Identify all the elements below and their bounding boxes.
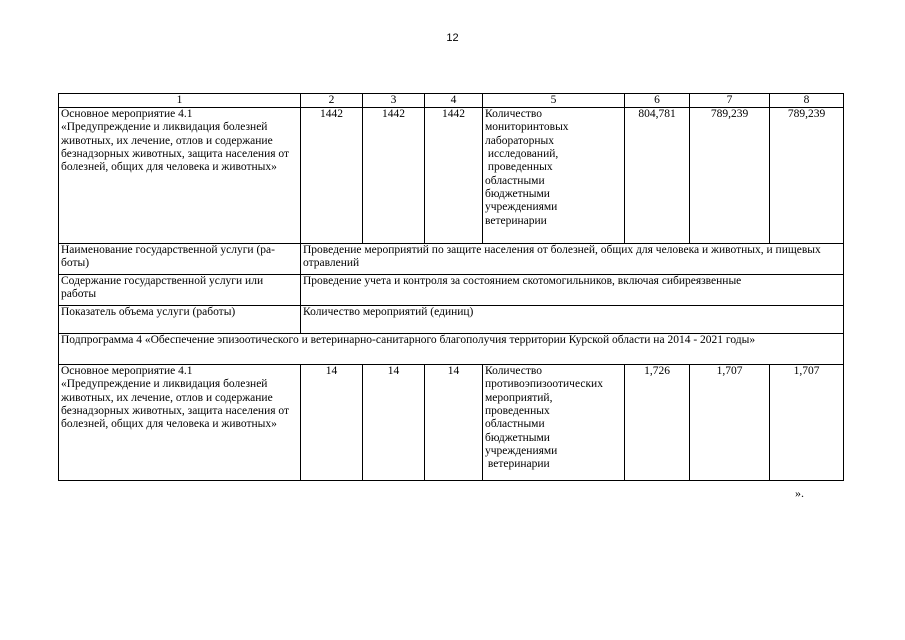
closing-quote-mark: ». [795,486,804,500]
service-name-label: Наименование государственной услуги (ра-боты) [59,244,301,275]
service-content-value: Проведение учета и контроля за состоянием скотомогильников, включая сибиреязвенные [301,275,844,306]
activity-description: Основное мероприятие 4.1 «Предупреждение и ликвидация болезней животных, их лечение, отлов и содержание безнадзорных животных, защита населения от болезней, общих для человека и животных» [59,365,301,481]
page-number: 12 [446,32,459,44]
volume-row [59,306,844,334]
activity-row-2 [59,365,844,481]
value-col2: 14 [301,365,363,481]
volume-value: Количество мероприятий (единиц) [301,306,844,334]
value-col7: 1,707 [690,365,770,481]
indicators-table [58,93,844,481]
activity-description: Основное мероприятие 4.1 «Предупреждение и ликвидация болезней животных, их лечение, отлов и содержание безнадзорных животных, защита населения от болезней, общих для человека и животных» [59,108,301,244]
indicator-description: Количество мониторинтовых лабораторных исследований, проведенных областными бюджетными учреждениями ветеринарии [483,108,625,244]
subprogram-row [59,334,844,365]
value-col4: 1442 [425,108,483,244]
value-col4: 14 [425,365,483,481]
value-col8: 789,239 [770,108,844,244]
value-col6: 804,781 [625,108,690,244]
header-cell: 1 [59,94,301,108]
header-cell: 2 [301,94,363,108]
header-row [59,94,844,108]
service-content-label: Содержание государственной услуги или работы [59,275,301,306]
value-col7: 789,239 [690,108,770,244]
value-col8: 1,707 [770,365,844,481]
service-content-row [59,275,844,306]
service-name-row [59,244,844,275]
header-cell: 8 [770,94,844,108]
value-col2: 1442 [301,108,363,244]
header-cell: 5 [483,94,625,108]
service-name-value: Проведение мероприятий по защите населения от болезней, общих для человека и животных, и пищевых отравлений [301,244,844,275]
header-cell: 7 [690,94,770,108]
header-cell: 6 [625,94,690,108]
subprogram-title: Подпрограмма 4 «Обеспечение эпизоотического и ветеринарно-санитарного благополучия территории Курской области на 2014 - 2021 годы» [59,334,844,365]
value-col3: 14 [363,365,425,481]
volume-label: Показатель объема услуги (работы) [59,306,301,334]
value-col6: 1,726 [625,365,690,481]
indicator-description: Количество противоэпизоотических мероприятий, проведенных областными бюджетными учреждениями ветеринарии [483,365,625,481]
value-col3: 1442 [363,108,425,244]
activity-row-1 [59,108,844,244]
header-cell: 4 [425,94,483,108]
header-cell: 3 [363,94,425,108]
